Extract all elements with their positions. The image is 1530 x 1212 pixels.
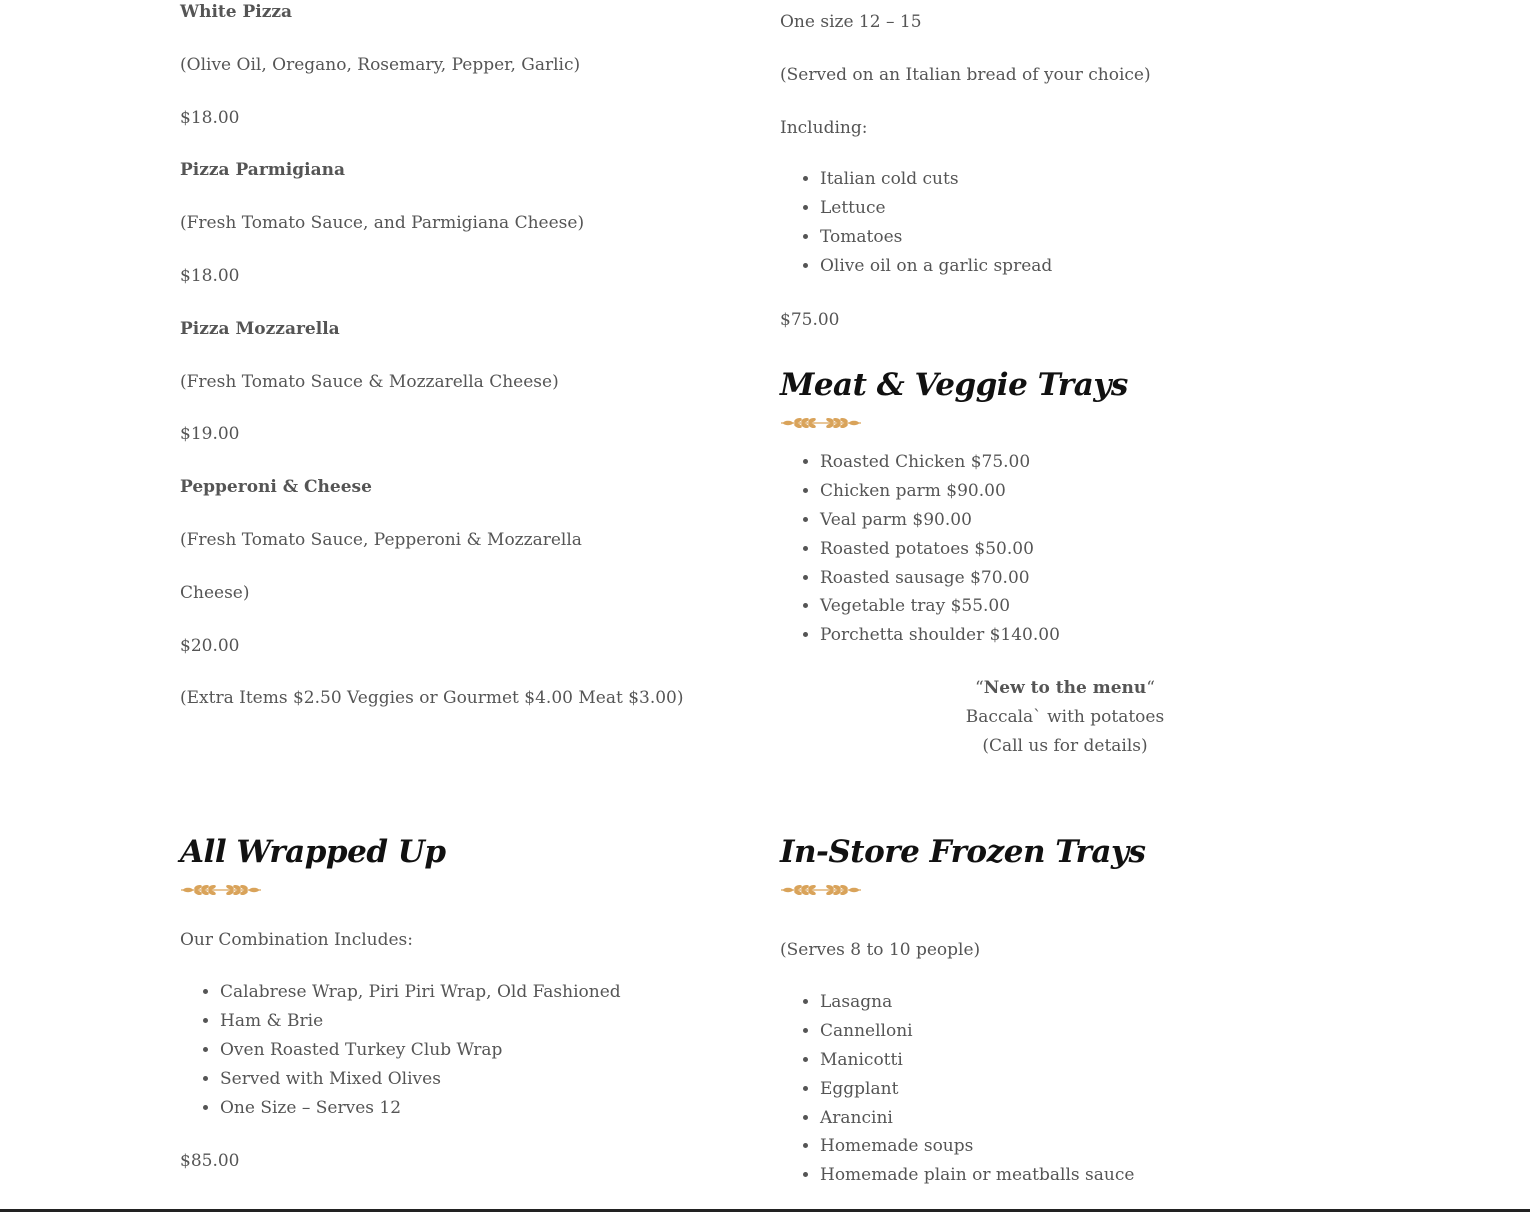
menu-item-price: $20.00 (180, 636, 240, 656)
new-menu-item: Baccala` with potatoes (965, 707, 1165, 727)
including-list (780, 165, 1052, 281)
list-item: • Homemade plain or meatballs sauce (820, 1161, 1134, 1190)
section-title: In-Store Frozen Trays (780, 834, 1146, 870)
list-item: • Homemade soups (820, 1132, 1134, 1161)
new-menu-details: (Call us for details) (982, 736, 1148, 756)
menu-item-desc: Cheese) (180, 583, 250, 603)
list-item: • Vegetable tray $55.00 (820, 592, 1060, 621)
menu-item-price: $19.00 (180, 424, 240, 444)
frozen-list (780, 988, 1134, 1190)
list-item: • Served with Mixed Olives (220, 1065, 621, 1094)
menu-item-desc: (Fresh Tomato Sauce, Pepperoni & Mozzarella (180, 530, 582, 550)
new-menu-title: New to the menu (983, 678, 1147, 698)
including-label: Including: (780, 118, 868, 138)
menu-item-name: Pepperoni & Cheese (180, 477, 372, 497)
list-item: • Cannelloni (820, 1017, 1134, 1046)
new-menu-title-line (780, 674, 1350, 703)
wheat-divider-icon (780, 883, 862, 897)
list-item: • Italian cold cuts (820, 165, 1052, 194)
section-title: All Wrapped Up (180, 834, 446, 870)
list-item: • Tomatoes (820, 223, 1052, 252)
menu-item-name: Pizza Mozzarella (180, 319, 340, 339)
new-menu-note (780, 674, 1350, 761)
section-title: Meat & Veggie Trays (780, 367, 1128, 403)
list-item: • Oven Roasted Turkey Club Wrap (220, 1036, 621, 1065)
size-note: One size 12 – 15 (780, 12, 922, 32)
list-item: • Roasted sausage $70.00 (820, 564, 1060, 593)
trays-list (780, 448, 1060, 650)
wheat-divider-icon (180, 883, 262, 897)
list-item: • Veal parm $90.00 (820, 506, 1060, 535)
list-item: • Lettuce (820, 194, 1052, 223)
served-note: (Served on an Italian bread of your choice) (780, 65, 1151, 85)
menu-item-desc: (Fresh Tomato Sauce & Mozzarella Cheese) (180, 372, 559, 392)
extras-note: (Extra Items $2.50 Veggies or Gourmet $4.00 Meat $3.00) (180, 688, 684, 708)
menu-item-name: White Pizza (180, 2, 293, 22)
list-item: • Eggplant (820, 1075, 1134, 1104)
list-item: • One Size – Serves 12 (220, 1094, 621, 1123)
menu-item-name: Pizza Parmigiana (180, 160, 345, 180)
menu-item-price: $18.00 (180, 108, 240, 128)
list-item: • Roasted potatoes $50.00 (820, 535, 1060, 564)
list-item: • Arancini (820, 1104, 1134, 1133)
open-quote: “ (975, 678, 984, 698)
menu-item-desc: (Olive Oil, Oregano, Rosemary, Pepper, Garlic) (180, 55, 581, 75)
menu-item-price: $18.00 (180, 266, 240, 286)
list-item: • Porchetta shoulder $140.00 (820, 621, 1060, 650)
list-item: • Lasagna (820, 988, 1134, 1017)
menu-item-price: $75.00 (780, 310, 840, 330)
list-item: • Ham & Brie (220, 1007, 621, 1036)
list-item: • Calabrese Wrap, Piri Piri Wrap, Old Fashioned (220, 978, 621, 1007)
list-item: • Manicotti (820, 1046, 1134, 1075)
wheat-divider-icon (780, 416, 862, 430)
list-item: • Olive oil on a garlic spread (820, 252, 1052, 281)
wraps-list (180, 978, 621, 1122)
close-quote: “ (1146, 678, 1155, 698)
list-item: • Roasted Chicken $75.00 (820, 448, 1060, 477)
serves-note: (Serves 8 to 10 people) (780, 940, 981, 960)
list-item: • Chicken parm $90.00 (820, 477, 1060, 506)
intro-text: Our Combination Includes: (180, 930, 414, 950)
menu-item-desc: (Fresh Tomato Sauce, and Parmigiana Cheese) (180, 213, 585, 233)
menu-item-price: $85.00 (180, 1151, 240, 1171)
